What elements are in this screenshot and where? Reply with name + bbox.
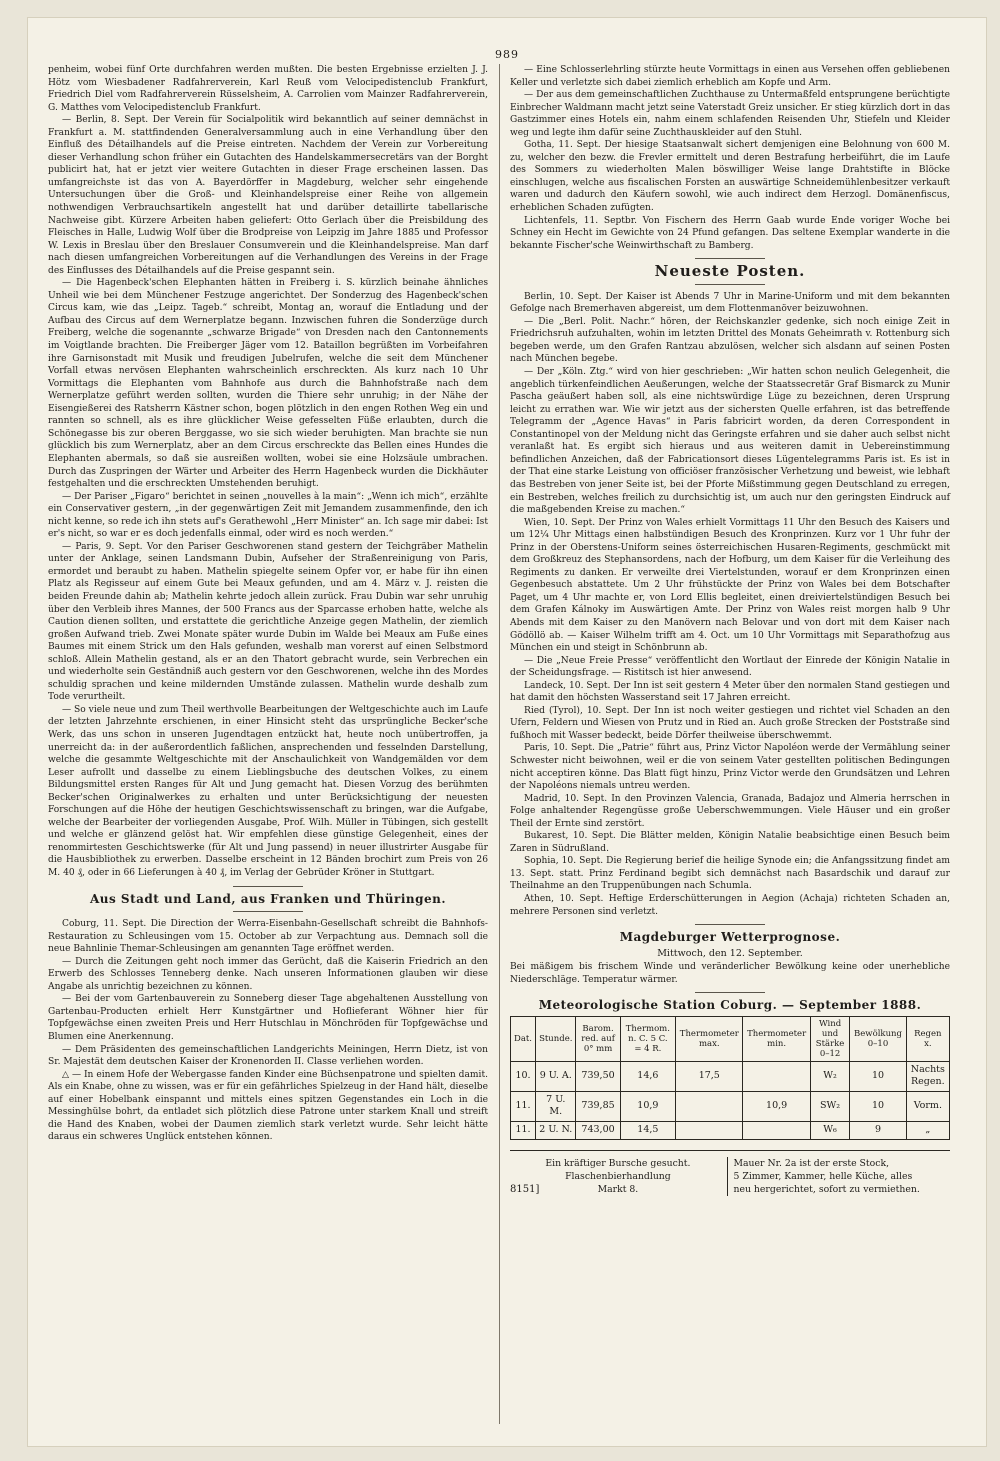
article-paragraph: — Eine Schlosserlehrling stürzte heute Vormittags in einen aus Versehen offen gebliebenen Keller und verletzte sich dabei ziemlich erheblich am Kopfe und Arm. xyxy=(510,65,950,88)
ad-line: neu hergerichtet, sofort zu vermiethen. xyxy=(733,1183,920,1195)
column-divider xyxy=(499,64,500,1424)
table-cell: 9 xyxy=(850,1122,906,1140)
regional-paragraph: Coburg, 11. Sept. Die Direction der Werra-Eisenbahn-Gesellschaft schreibt die Bahnhofs-Restauration zu Schleusingen vom 15. October ab zur Verpachtung aus. Demnach soll die neue Bahnlinie Themar-Schleusingen am genannten Tage eröffnet werden. xyxy=(48,919,488,955)
table-cell xyxy=(676,1122,743,1140)
rule xyxy=(695,992,765,993)
left-articles xyxy=(48,64,488,880)
news-item: Landeck, 10. Sept. Der Inn ist seit gestern 4 Meter über den normalen Stand gestiegen und hat damit den höchsten Wasserstand seit 17 Jahren erreicht. xyxy=(510,680,950,704)
table-header-cell: Barom. red. auf 0° mm xyxy=(576,1016,620,1061)
table-cell: SW₂ xyxy=(810,1091,850,1121)
news-item: Wien, 10. Sept. Der Prinz von Wales erhielt Vormittags 11 Uhr den Besuch des Kaisers und um 12¼ Uhr Mittags einen halbstündigen Besuch des Kronprinzen. Kurz vor 1 Uhr fuhr der Prinz in der Oberstens-Uniform seines österreichischen Husaren-Regiments, geschmückt mit dem Großkreuz des Stephansordens, nach der Hofburg, um dem Kaiser für die Verleihung des Regiments zu danken. Er verweilte drei Viertelstunden, worauf er dem Kronprinzen einen Gegenbesuch abstattete. Um 2 Uhr frühstückte der Prinz von Wales bei dem Botschafter Paget, um 4 Uhr machte er, von Lord Ellis begleitet, einen dreiviertelstündigen Besuch bei dem Grafen Kálnoky im Auswärtigen Amte. Der Prinz von Wales reist morgen halb 9 Uhr Abends mit dem Kaiser zu den Manövern nach Belovar und von dort mit dem Kaiser nach Gödöllö ab. — Kaiser Wilhelm trifft am 4. Oct. um 10 Uhr Vormittags mit Separathofzug aus München ein und steigt in Schönbrunn ab. xyxy=(510,517,950,654)
table-cell: Nachts Regen. xyxy=(906,1061,949,1091)
table-cell: 11. xyxy=(511,1091,536,1121)
advertisements xyxy=(510,1150,950,1196)
table-cell: 14,5 xyxy=(620,1122,675,1140)
rule xyxy=(695,258,765,259)
regional-paragraph: — Dem Präsidenten des gemeinschaftlichen Landgerichts Meiningen, Herrn Dietz, ist von Sr. Majestät dem deutschen Kaiser der Kronenorden II. Classe verliehen worden. xyxy=(48,1044,488,1068)
ad-left xyxy=(510,1157,727,1196)
article-paragraph: — Der Pariser „Figaro“ berichtet in seinen „nouvelles à la main“: „Wenn ich mich“, erzählte ein Conservativer gestern, „in der gegenwärtigen Zeit mit Jemandem zusammenfinde, den ich nicht kenne, so rede ich ihn stets auf's Gerathewohl „Herr Minister“ an. Ich sage mir dabei: Ist er's nicht, so war er es doch jedenfalls einmal, oder wird es noch werden.“ xyxy=(48,491,488,540)
ad-line: Mauer Nr. 2a ist der erste Stock, xyxy=(733,1157,890,1169)
news-item: Sophia, 10. Sept. Die Regierung berief die heilige Synode ein; die Anfangssitzung findet am 13. Sept. statt. Prinz Ferdinand begibt sich demnächst nach Basardschik und darauf zur Theilnahme an den Truppenübungen nach Schumla. xyxy=(510,856,950,892)
rule xyxy=(233,886,303,887)
rule xyxy=(695,284,765,285)
table-row xyxy=(511,1061,950,1091)
news-item: Ried (Tyrol), 10. Sept. Der Inn ist noch weiter gestiegen und richtet viel Schaden an den Ufern, Feldern und Wiesen von Prutz und in Ried an. Auch große Strecken der Poststraße sind fußhoch mit Wasser bedeckt, beide Dörfer theilweise überschwemmt. xyxy=(510,705,950,741)
station-heading: Meteorologische Station Coburg. — September 1888. xyxy=(538,998,922,1013)
rule xyxy=(695,924,765,925)
news-item: — Die „Neue Freie Presse“ veröffentlicht den Wortlaut der Einrede der Königin Natalie in der Scheidungsfrage. — Ristitsch ist hier anwesend. xyxy=(510,655,950,679)
article-paragraph: — Berlin, 8. Sept. Der Verein für Socialpolitik wird bekanntlich auf seiner demnächst in Frankfurt a. M. stattfindenden Generalversammlung auch in eine Verhandlung über den Einfluß des Détailhandels auf die Preise eintreten. Nachdem der Verein zur Vorbereitung dieser Verhandlung schon früher ein Gutachten des Handelskammersecretärs van der Borght publicirt hat, hat er jetzt vier weitere Gutachten in dieser Frage erscheinen lassen. Das umfangreichste ist das von A. Bayerdörffer in Magdeburg, welcher sehr eingehende Untersuchungen über die Groß- und Kleinhandelspreise einer Reihe von allgemein nothwendigen Verbrauchsartikeln angestellt hat und darüber detaillirte tabellarische Nachweise gibt. Kürzere Arbeiten haben geliefert: Otto Gerlach über die Preisbildung des Fleisches in Halle, Ludwig Wolf über die Brodpreise von Leipzig im Jahre 1885 und Professor W. Lexis in Breslau über den Breslauer Consumverein und die Kleinhandelspreise. Man darf nach diesen umfangreichen Vorbereitungen auf die Verhandlungen des Vereins in der Frage des Einflusses des Détailhandels auf die Preise gespannt sein. xyxy=(48,115,488,276)
news-item: — Die „Berl. Polit. Nachr.“ hören, der Reichskanzler gedenke, sich noch einige Zeit in Friedrichsruh aufzuhalten, wohin im letzten Drittel des Monats Geheimrath v. Rottenburg sich begeben werde, um den Grafen Rantzau abzulösen, welcher sich alsdann auf seinen Posten nach München begebe. xyxy=(510,316,950,365)
table-header-cell: Thermom. n. C. 5 C. = 4 R. xyxy=(620,1016,675,1061)
table-cell: 739,50 xyxy=(576,1061,620,1091)
table-cell: 10,9 xyxy=(620,1091,675,1121)
table-header-row xyxy=(511,1016,950,1061)
article-paragraph: — Die Hagenbeck'schen Elephanten hätten in Freiberg i. S. kürzlich beinahe ähnliches Unheil wie bei dem Münchener Festzuge angerichtet. Der Sonderzug des Hagenbeck'schen Circus kam, wie das „Leipz. Tageb.“ schreibt, Montag an, worauf die Entladung und der Aufbau des Circus auf dem Wernerplatze begann. Inzwischen fuhren die Sonderzüge durch Freiberg, welche die sogenannte „schwarze Brigade“ von Dresden nach den Cantonnements im Voigtlande brachten. Die Freiberger Jäger vom 12. Bataillon begrüßten im Vorbeifahren ihre Garnisonstadt mit Musik und freudigen Jubelrufen, welche die seit dem Münchener Vorfall etwas nervösen Elephanten wahrscheinlich erschreckten. Als kurz nach 10 Uhr Vormittags die Elephanten vom Bahnhofe aus durch die Bahnhofstraße nach dem Wernerplatze geführt werden sollten, wurden die Thiere sehr unruhig; in der Nähe der Eisengießerei des Ratsherrn Kästner schon, bogen plötzlich in den engen Rothen Weg ein und rannten so schnell, als es ihre glücklicher Weise gefesselten Füße erlaubten, durch die Schönegasse bis zur oberen Berggasse, wo sie sich wieder beruhigten. Man brachte sie nun glücklich bis zum Wernerplatz, aber an dem Circus erschreckte das Bellen eines Hundes die Elephanten abermals, so daß sie ausreißen wollten, wobei sie eine Holzsäule umbrachen. Durch das Zuspringen der Wärter und Arbeiter des Herrn Hagenbeck wurden die Dickhäuter festgehalten und die erschreckten Umstehenden beruhigt. xyxy=(48,278,488,490)
table-cell: 743,00 xyxy=(576,1122,620,1140)
right-top-articles xyxy=(510,64,950,252)
table-cell: 739,85 xyxy=(576,1091,620,1121)
table-cell: 10 xyxy=(850,1061,906,1091)
table-cell: 9 U. A. xyxy=(536,1061,576,1091)
table-header-cell: Wind und Stärke 0–12 xyxy=(810,1016,850,1061)
rule xyxy=(233,911,303,912)
table-cell: 14,6 xyxy=(620,1061,675,1091)
table-cell xyxy=(743,1061,810,1091)
news-item: Athen, 10. Sept. Heftige Erderschütterungen in Aegion (Achaja) richteten Schaden an, mehrere Personen sind verletzt. xyxy=(510,894,950,917)
table-cell: 10. xyxy=(511,1061,536,1091)
article-paragraph: penheim, wobei fünf Orte durchfahren werden mußten. Die besten Ergebnisse erzielten J. J. Hötz vom Wiesbadener Radfahrerverein, Karl Reuß vom Velocipedistenclub Frankfurt, Friedrich Diel vom Radfahrerverein Rüsselsheim, A. Carrolien vom Mainzer Radfahrerverein, G. Matthes vom Velocipedistenclub Frankfurt. xyxy=(48,65,488,113)
left-column xyxy=(48,64,488,1144)
news-item: — Der „Köln. Ztg.“ wird von hier geschrieben: „Wir hatten schon neulich Gelegenheit, die angeblich türkenfeindlichen Aeußerungen, welche der Staatssecretär Graf Bismarck zu Munir Pascha geäußert haben soll, als eine nichtswürdige Lüge zu bezeichnen, deren Ursprung leicht zu errathen war. Wie wir jetzt aus der sichersten Quelle erfahren, ist das betreffende Telegramm der „Agence Havas“ in Paris fabricirt worden, da deren Correspondent in Constantinopel von der Meldung nicht das Geringste erfahren und sie daher auch selbst nicht veranlaßt hat. Es ergibt sich hieraus und aus weiteren damit in Uebereinstimmung befindlichen Anzeichen, daß der Fabricationsort dieses Lügentelegramms Paris ist. Es ist in der That eine starke Leistung von officiöser französischer Verhetzung und beweist, wie lebhaft das Bestreben von jener Seite ist, bei der Pforte Mißstimmung gegen Deutschland zu erregen, ein Bestreben, welches freilich zu durchsichtig ist, um auch nur den geringsten Eindruck auf die maßgebenden Kreise zu machen.“ xyxy=(510,367,950,516)
ad-line: Markt 8. xyxy=(597,1183,639,1195)
regional-paragraph: △ — In einem Hofe der Webergasse fanden Kinder eine Büchsenpatrone und spielten damit. Als ein Knabe, ohne zu wissen, was er für ein gefährliches Spielzeug in der Hand hält, dieselbe auf einer Hobelbank einspannt und mittels eines spitzen Gegenstandes ein Loch in die Messinghülse bohrt, da entladet sich plötzlich diese Patrone unter starkem Knall und streift die Hand des Knaben, wobei der Daumen ziemlich stark verletzt wurde. Sehr leicht hätte daraus ein schweres Unglück entstehen können. xyxy=(48,1069,488,1143)
table-body xyxy=(511,1061,950,1139)
ad-line: Ein kräftiger Bursche gesucht. xyxy=(545,1157,691,1169)
table-row xyxy=(511,1091,950,1121)
table-cell: 10 xyxy=(850,1091,906,1121)
table-cell: 2 U. N. xyxy=(536,1122,576,1140)
ad-line: 5 Zimmer, Kammer, helle Küche, alles xyxy=(733,1170,913,1182)
ad-right xyxy=(727,1157,951,1196)
table-header-cell: Thermometer min. xyxy=(743,1016,810,1061)
news-item: Bukarest, 10. Sept. Die Blätter melden, Königin Natalie beabsichtige einen Besuch beim Zaren in Südrußland. xyxy=(510,831,950,854)
table-cell: 10,9 xyxy=(743,1091,810,1121)
regional-paragraph: — Durch die Zeitungen geht noch immer das Gerücht, daß die Kaiserin Friedrich an den Erwerb des Schlosses Tenneberg denke. Nach unseren Informationen glauben wir diese Angabe als unrichtig bezeichnen zu können. xyxy=(48,956,488,992)
regional-articles xyxy=(48,918,488,1144)
table-cell: „ xyxy=(906,1122,949,1140)
right-column xyxy=(510,64,950,1196)
article-paragraph: — Paris, 9. Sept. Vor den Pariser Geschworenen stand gestern der Teichgräber Mathelin unter der Anklage, seinen Landsmann Dubin, Aufseher der Straßenreinigung von Paris, ermordet und beraubt zu haben. Mathelin spiegelte seinem Opfer vor, er habe für ihn einen Platz als Regisseur auf einem Gute bei Meaux gefunden, und am 4. März v. J. reisten die beiden Freunde dahin ab; Mathelin kehrte jedoch allein zurück. Frau Dubin war sehr unruhig über den Verbleib ihres Mannes, der 500 Francs aus der Sparcasse erhoben hatte, welche als Caution dienen sollten, und erstattete die gerichtliche Anzeige gegen Mathelin, der ziemlich großen Aufwand trieb. Zwei Monate später wurde Dubin im Walde bei Meaux am Fuße eines Baumes mit einem Strick um den Hals gefunden, weshalb man vorerst auf einen Selbstmord schloß. Allein Mathelin gestand, als er an den Thatort gebracht wurde, sein Verbrechen ein und wiederholte sein Geständniß auch gestern vor den Geschworenen, welche ihn des Mordes schuldig sprachen und keine mildernden Umstände zulassen. Mathelin wurde deshalb zum Tode verurtheilt. xyxy=(48,541,488,703)
table-cell: Vorm. xyxy=(906,1091,949,1121)
weather-table xyxy=(510,1016,950,1140)
table-cell xyxy=(676,1091,743,1121)
table-header-cell: Dat. xyxy=(511,1016,536,1061)
ad-left-lines xyxy=(545,1157,690,1196)
article-paragraph: Gotha, 11. Sept. Der hiesige Staatsanwalt sichert demjenigen eine Belohnung von 600 M. zu, welcher den bezw. die Frevler ermittelt und deren Bestrafung herbeiführt, die im Laufe des Sommers zu wiederholten Malen böswilliger Weise lange Drahtstifte in Blöcke einschlugen, welche aus fiscalischen Forsten an auswärtige Schneidemühlenbesitzer verkauft waren und dadurch den Käufern sowohl, wie auch indirect dem Herzogl. Domänenfiscus, erheblichen Schaden zufügten. xyxy=(510,140,950,214)
latest-articles xyxy=(510,291,950,918)
ad-number: 8151] xyxy=(510,1183,540,1195)
table-cell: W₆ xyxy=(810,1122,850,1140)
news-item: Madrid, 10. Sept. In den Provinzen Valencia, Granada, Badajoz und Almeria herrschen in Folge anhaltender Regengüsse große Ueberschwemmungen. Viele Häuser und ein großer Theil der Ernte sind zerstört. xyxy=(510,793,950,829)
table-cell: 11. xyxy=(511,1122,536,1140)
page-number: 989 xyxy=(495,48,519,61)
article-paragraph: Lichtenfels, 11. Septbr. Von Fischern des Herrn Gaab wurde Ende voriger Woche bei Schney ein Hecht im Gewichte von 24 Pfund gefangen. Das seltene Exemplar wanderte in die bekannte Fischer'sche Weinwirthschaft zu Bamberg. xyxy=(510,215,950,251)
news-item: Paris, 10. Sept. Die „Patrie“ führt aus, Prinz Victor Napoléon werde der Vermählung seiner Schwester nicht beiwohnen, weil er die von seinem Vater gestellten politischen Bedingungen nicht acceptiren könne. Das Blatt fügt hinzu, Prinz Victor werde den Grundsätzen und Lehren der Napoléons niemals untreu werden. xyxy=(510,743,950,792)
table-cell: 17,5 xyxy=(676,1061,743,1091)
forecast-date: Mittwoch, den 12. September. xyxy=(657,947,803,959)
table-header-cell: Bewölkung 0–10 xyxy=(850,1016,906,1061)
article-paragraph: — Der aus dem gemeinschaftlichen Zuchthause zu Untermaßfeld entsprungene berüchtigte Einbrecher Waldmann macht jetzt seine Vaterstadt Greiz unsicher. Er stieg kürzlich dort in das Gastzimmer eines Hotels ein, nahm einem schlafenden Reisenden Uhr, Stiefeln und Kleider weg und legte ihm dafür seine Zuchthauskleider auf den Stuhl. xyxy=(510,90,950,138)
forecast-text: Bei mäßigem bis frischem Winde und veränderlicher Bewölkung keine oder unerhebliche Niederschläge. Temperatur wärmer. xyxy=(510,962,950,985)
article-paragraph: — So viele neue und zum Theil werthvolle Bearbeitungen der Weltgeschichte auch im Laufe der letzten Jahrzehnte erschienen, in einer Hinsicht steht das ursprüngliche Becker'sche Werk, das uns schon in unseren Jugendtagen entzückt hat, heute noch unübertroffen, ja unerreicht da: in der außerordentlich faßlichen, ansprechenden und fesselnden Darstellung, welche die gesammte Weltgeschichte mit der Anschaulichkeit von Wandgemälden vor dem Leser aufrollt und dasselbe zu einem Lieblingsbuche des deutschen Volkes, zu einem Bildungsmittel ersten Ranges für Alt und Jung gemacht hat. Diesen Vorzug des berühmten Becker'schen Originalwerkes zu erhalten und unter Berücksichtigung der neuesten Forschungen auf die Höhe der heutigen Geschichtswissenschaft zu bringen, war die Aufgabe, welche der Bearbeiter der vorliegenden Ausgabe, Prof. Wilh. Müller in Tübingen, sich gestellt und welche er glänzend gelöst hat. Wir empfehlen diese günstige Gelegenheit, eines der renommirtesten Geschichtswerke (für Alt und Jung passend) in neuer illustrirter Ausgabe für die Hausbibliothek zu erwerben. Dasselbe erscheint in 12 Bänden brochirt zum Preis von 26 M. 40 ₰, oder in 66 Lieferungen à 40 ₰, im Verlag der Gebrüder Kröner in Stuttgart. xyxy=(48,704,488,878)
forecast-heading: Magdeburger Wetterprognose. xyxy=(619,930,841,945)
newspaper-page xyxy=(28,18,986,1446)
table-cell: W₂ xyxy=(810,1061,850,1091)
table-header-cell: Thermometer max. xyxy=(676,1016,743,1061)
table-row xyxy=(511,1122,950,1140)
latest-heading: Neueste Posten. xyxy=(654,262,806,281)
table-header-cell: Stunde. xyxy=(536,1016,576,1061)
regional-heading: Aus Stadt und Land, aus Franken und Thüringen. xyxy=(89,891,447,906)
table-cell: 7 U. M. xyxy=(536,1091,576,1121)
table-cell xyxy=(743,1122,810,1140)
regional-paragraph: — Bei der vom Gartenbauverein zu Sonneberg dieser Tage abgehaltenen Ausstellung von Gartenbau-Producten erhielt Herr Kunstgärtner und Hoflieferant Wöhner hier für Topfgewächse einen zweiten Preis und Herr Hutschlau in Mönchröden für Topfgewächse und Blumen eine Anerkennung. xyxy=(48,994,488,1043)
ad-line: Flaschenbierhandlung xyxy=(565,1170,671,1182)
table-header-cell: Regen x. xyxy=(906,1016,949,1061)
news-item: Berlin, 10. Sept. Der Kaiser ist Abends 7 Uhr in Marine-Uniform und mit dem bekannten Gefolge nach Bremerhaven abgereist, um dem Flottenmanöver beizuwohnen. xyxy=(510,291,950,315)
